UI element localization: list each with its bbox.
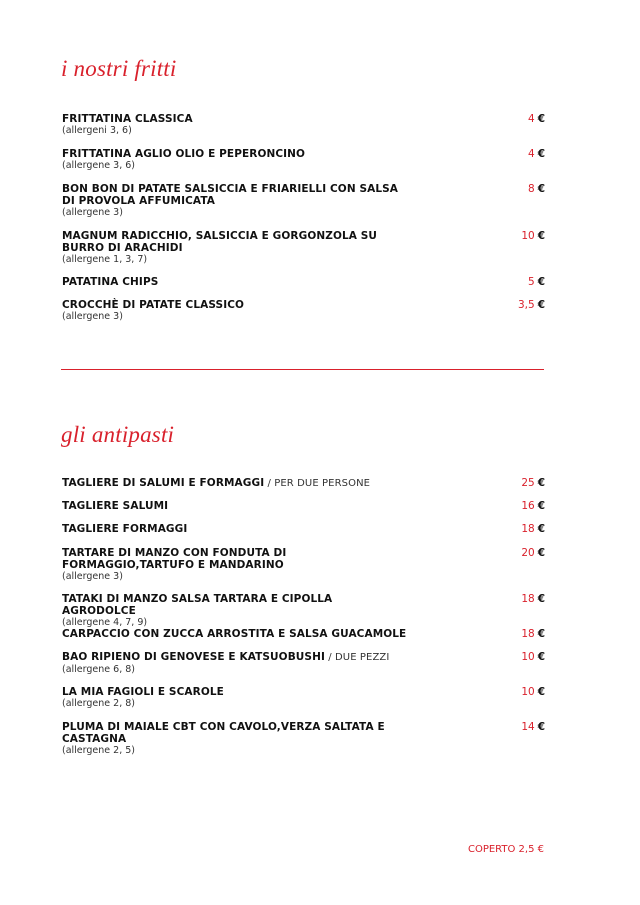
menu-item <box>62 230 545 266</box>
currency-symbol: € <box>537 593 545 605</box>
item-price <box>528 183 545 195</box>
currency-symbol: € <box>537 276 545 288</box>
item-price <box>521 651 545 663</box>
item-allergens: (allergene 1, 3, 7) <box>62 254 148 265</box>
menu-item <box>62 721 545 757</box>
price-value: 18 <box>521 593 535 605</box>
price-value: 10 <box>521 651 535 663</box>
item-name: TATAKI DI MANZO SALSA TARTARA E CIPOLLA AGRODOLCE <box>62 593 333 617</box>
item-name: CARPACCIO CON ZUCCA ARROSTITA E SALSA GUACAMOLE <box>62 628 407 640</box>
menu-item <box>62 183 545 219</box>
item-allergens: (allergene 3) <box>62 571 123 582</box>
item-name: PATATINA CHIPS <box>62 276 159 288</box>
section-title-fritti: i nostri fritti <box>61 56 177 81</box>
item-name: PLUMA DI MAIALE CBT CON CAVOLO,VERZA SALTATA E CASTAGNA <box>62 721 385 745</box>
cover-charge: COPERTO 2,5 € <box>467 844 544 855</box>
price-value: 8 <box>528 183 535 195</box>
menu-item <box>62 113 545 137</box>
currency-symbol: € <box>537 628 545 640</box>
item-note: / DUE PEZZI <box>324 652 390 663</box>
item-name <box>62 477 407 490</box>
currency-symbol: € <box>537 500 545 512</box>
menu-item <box>62 299 545 323</box>
item-price <box>521 628 545 640</box>
section-title-antipasti: gli antipasti <box>61 422 175 447</box>
price-value: 3,5 <box>517 299 535 311</box>
price-value: 14 <box>521 721 535 733</box>
item-name <box>62 651 407 664</box>
item-name-text: BAO RIPIENO DI GENOVESE E KATSUOBUSHI <box>62 651 325 663</box>
menu-item <box>62 651 545 676</box>
price-value: 20 <box>521 547 535 559</box>
section-divider <box>61 369 544 370</box>
currency-symbol: € <box>537 477 545 489</box>
currency-symbol: € <box>537 651 545 663</box>
item-price <box>521 523 545 535</box>
item-allergens: (allergene 3) <box>62 311 123 322</box>
menu-item <box>62 547 545 583</box>
item-price <box>521 593 545 605</box>
item-price <box>528 148 545 160</box>
price-value: 16 <box>521 500 535 512</box>
currency-symbol: € <box>537 183 545 195</box>
item-name: TAGLIERE SALUMI <box>62 500 169 512</box>
item-price <box>521 686 545 698</box>
price-value: 4 <box>528 113 535 125</box>
item-name: BON BON DI PATATE SALSICCIA E FRIARIELLI CON SALSA DI PROVOLA AFFUMICATA <box>62 183 399 207</box>
price-value: 18 <box>521 523 535 535</box>
currency-symbol: € <box>537 299 545 311</box>
item-price <box>521 477 545 489</box>
item-allergens: (allergene 2, 5) <box>62 745 135 756</box>
menu-item <box>62 628 545 640</box>
price-value: 10 <box>521 686 535 698</box>
currency-symbol: € <box>537 148 545 160</box>
item-price <box>521 500 545 512</box>
item-name: FRITTATINA CLASSICA <box>62 113 193 125</box>
menu-item <box>62 276 545 288</box>
price-value: 4 <box>528 148 535 160</box>
item-name-text: TAGLIERE DI SALUMI E FORMAGGI <box>62 477 265 489</box>
item-price <box>528 276 545 288</box>
item-price <box>521 721 545 733</box>
menu-item <box>62 500 545 512</box>
menu-item <box>62 593 545 629</box>
item-allergens: (allergene 2, 8) <box>62 698 135 709</box>
item-allergens: (allergene 3, 6) <box>62 160 135 171</box>
currency-symbol: € <box>537 230 545 242</box>
price-value: 10 <box>521 230 535 242</box>
currency-symbol: € <box>537 523 545 535</box>
item-allergens: (allergeni 3, 6) <box>62 125 132 136</box>
item-name: TARTARE DI MANZO CON FONDUTA DI FORMAGGIO,TARTUFO E MANDARINO <box>62 547 287 571</box>
currency-symbol: € <box>537 113 545 125</box>
price-value: 18 <box>521 628 535 640</box>
menu-item <box>62 523 545 535</box>
menu-item <box>62 477 545 490</box>
currency-symbol: € <box>537 686 545 698</box>
item-price <box>521 230 545 242</box>
price-value: 25 <box>521 477 535 489</box>
price-value: 5 <box>528 276 535 288</box>
item-price <box>528 113 545 125</box>
item-name: FRITTATINA AGLIO OLIO E PEPERONCINO <box>62 148 306 160</box>
item-price <box>521 547 545 559</box>
item-price <box>518 299 545 311</box>
item-name: TAGLIERE FORMAGGI <box>62 523 188 535</box>
item-name: CROCCHÈ DI PATATE CLASSICO <box>62 299 245 311</box>
currency-symbol: € <box>537 547 545 559</box>
item-name: MAGNUM RADICCHIO, SALSICCIA E GORGONZOLA SU BURRO DI ARACHIDI <box>62 230 378 254</box>
item-allergens: (allergene 4, 7, 9) <box>62 617 148 628</box>
item-note: / PER DUE PERSONE <box>264 478 371 489</box>
currency-symbol: € <box>537 721 545 733</box>
menu-item <box>62 148 545 172</box>
item-allergens: (allergene 6, 8) <box>62 664 135 675</box>
item-allergens: (allergene 3) <box>62 207 123 218</box>
menu-item <box>62 686 545 710</box>
item-name: LA MIA FAGIOLI E SCAROLE <box>62 686 224 698</box>
